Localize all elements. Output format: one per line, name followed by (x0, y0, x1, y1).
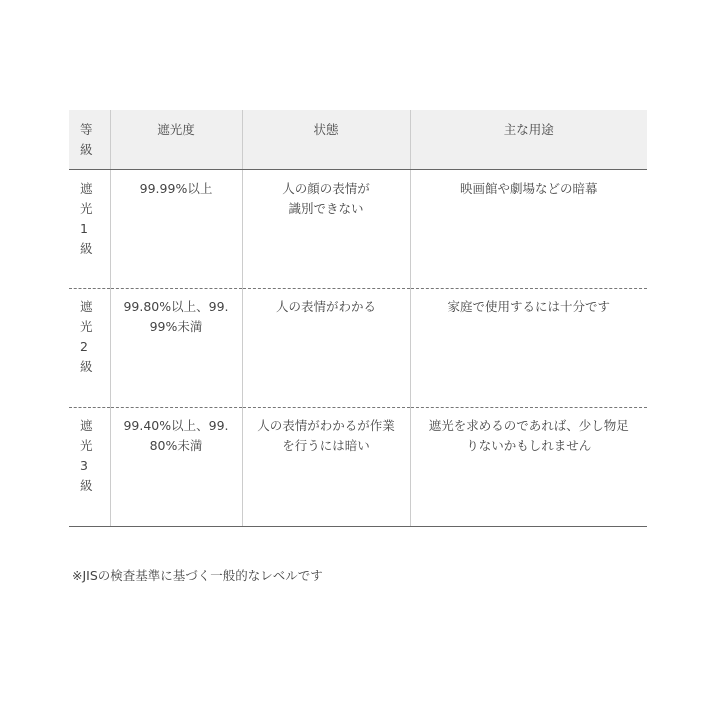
header-main-use: 主な用途 (410, 110, 647, 169)
rate-cell: 99.40%以上、99. 80%未満 (110, 407, 242, 526)
state-cell: 人の表情がわかる (242, 288, 410, 407)
table-row (69, 169, 647, 288)
use-cell: 映画館や劇場などの暗幕 (410, 169, 647, 288)
use-cell: 遮光を求めるのであれば、少し物足 りないかもしれません (410, 407, 647, 526)
grade-cell: 遮 光 2 級 (69, 288, 110, 407)
grade-cell: 遮 光 3 級 (69, 407, 110, 526)
table-header-row (69, 110, 647, 169)
table-row (69, 288, 647, 407)
footnote: ※JISの検査基準に基づく一般的なレベルです (72, 568, 323, 583)
table-row (69, 407, 647, 526)
state-cell: 人の表情がわかるが作業 を行うには暗い (242, 407, 410, 526)
state-cell: 人の顔の表情が 識別できない (242, 169, 410, 288)
rate-cell: 99.99%以上 (110, 169, 242, 288)
header-grade: 等 級 (69, 110, 110, 169)
header-state: 状態 (242, 110, 410, 169)
use-cell: 家庭で使用するには十分です (410, 288, 647, 407)
rate-cell: 99.80%以上、99. 99%未満 (110, 288, 242, 407)
header-shading-rate: 遮光度 (110, 110, 242, 169)
blackout-grade-table (69, 110, 647, 527)
grade-cell: 遮 光 1 級 (80, 180, 93, 256)
